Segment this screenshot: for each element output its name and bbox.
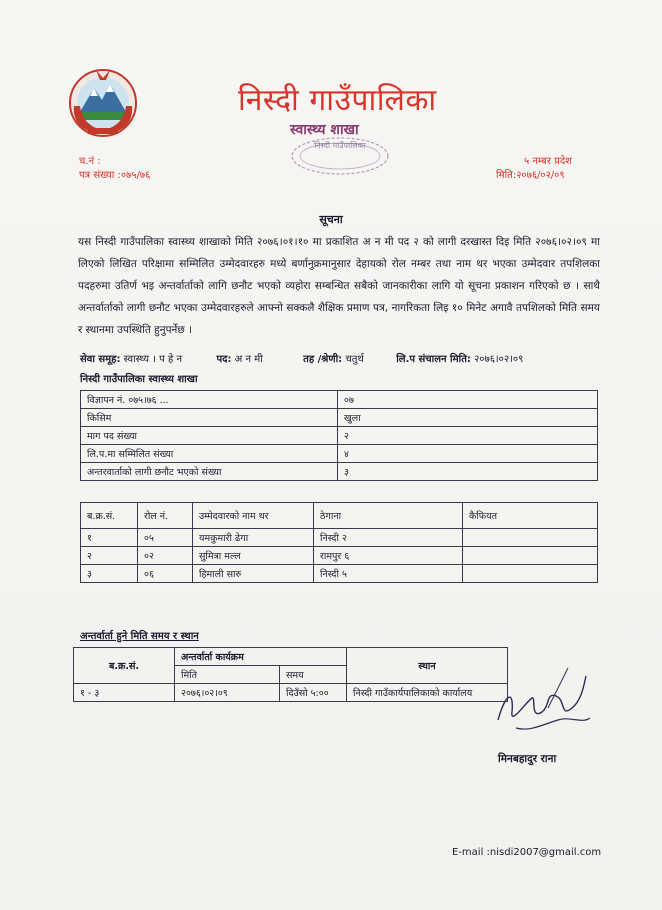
- info-table-row: [81, 445, 598, 463]
- info-label: किसिम: [81, 409, 338, 427]
- info-table-row: [81, 409, 598, 427]
- interview-col-program: अन्तर्वार्ता कार्यक्रम: [175, 648, 347, 666]
- col-sn: ब.क्र.सं.: [81, 503, 138, 529]
- ref-cha-number: च.नं :: [79, 156, 101, 167]
- interview-row: [74, 684, 508, 702]
- col-remarks: कैफियत: [463, 503, 598, 529]
- office-stamp: [282, 132, 402, 180]
- taha-label: तह /श्रेणी:: [303, 354, 343, 365]
- page-subtitle: स्वास्थ्य शाखा: [290, 122, 359, 138]
- interview-heading: अन्तर्वार्ता हुने मिति समय र स्थान: [80, 631, 199, 642]
- candidates-table: [80, 502, 598, 583]
- header-date: मिति:२०७६/०२/०९: [496, 170, 565, 181]
- info-value: खुला: [338, 409, 598, 427]
- table-cell: सुमित्रा मल्ल: [193, 547, 314, 565]
- seva-value: स्वास्थ्य । प हे न: [123, 354, 183, 365]
- table-cell: [463, 547, 598, 565]
- notice-paragraph: यस निस्दी गाउँपालिका स्वास्थ्य शाखाको मिति २०७६।०१।१० मा प्रकाशित अ न मी पद २ को लागी दरखास्त दिइ मिति २०७६।०२।०९ मा लिएको लिखित परिक्षामा सम्मिलित उम्मेदवारहरु मध्ये बर्णानुक्रमानुसार देहायको रोल नम्बर तथा नाम थर भएका उम्मेदवार तपशिलका पदहरुमा उतिर्ण भइ अन्तर्वार्ताको लागि छनौट भएको व्यहोरा सम्बन्धित सबैको जानकारीका लागि यो सूचना प्रकाशन गरिएको छ । साथै अन्तर्वार्ताको लागी छनौट भएका उम्मेदवारहरुले आफ्नो सक्कलै शैक्षिक प्रमाण पत्र, नागरिकता लिइ १० मिनेट अगावै तपशिलको मिति समय र स्थानमा उपस्थिति हुनुपर्नेछ ।: [78, 236, 600, 336]
- nepal-emblem-logo: [66, 66, 140, 140]
- info-label: विज्ञापन नं. ०७५।७६ ...: [81, 391, 338, 409]
- table-row: [81, 529, 598, 547]
- footer-email: E-mail :nisdi2007@gmail.com: [452, 847, 602, 858]
- table-cell: ०५: [138, 529, 193, 547]
- seva-label: सेवा समूह:: [80, 354, 121, 365]
- table-row: [81, 565, 598, 583]
- pad-label: पद:: [216, 354, 232, 365]
- info-label: लि.प.मा सम्मिलित संख्या: [81, 445, 338, 463]
- ref-patra-number: पत्र संख्या :०७५/७६: [79, 170, 151, 181]
- table-cell: ०२: [138, 547, 193, 565]
- page-title: निस्दी गाउँपालिका: [238, 83, 437, 118]
- table-cell: [463, 529, 598, 547]
- interview-table: [73, 647, 508, 702]
- table-cell: २: [81, 547, 138, 565]
- info-value: २: [338, 427, 598, 445]
- notice-heading: सूचना: [319, 213, 343, 226]
- pad-value: अ न मी: [234, 354, 263, 365]
- table-cell: निस्दी २: [314, 529, 463, 547]
- interview-time: दिउँसो ५:००: [280, 684, 347, 702]
- table-cell: यमकुमारी ढेगा: [193, 529, 314, 547]
- handwritten-signature: [486, 662, 596, 742]
- interview-col-date: मिति: [175, 666, 280, 684]
- interview-col-time: समय: [280, 666, 347, 684]
- col-name: उम्मेदवारको नाम थर: [193, 503, 314, 529]
- table-cell: १: [81, 529, 138, 547]
- info-table-row: [81, 427, 598, 445]
- table-cell: निस्दी ५: [314, 565, 463, 583]
- info-table: [80, 390, 598, 481]
- table-cell: [463, 565, 598, 583]
- office-label: निस्दी गाउँपालिका स्वास्थ्य शाखा: [80, 374, 198, 385]
- province-label: ५ नम्बर प्रदेश: [524, 156, 572, 167]
- col-roll: रोल नं.: [138, 503, 193, 529]
- stamp-text: निस्दी गाउँपालिका: [314, 141, 366, 150]
- candidates-header-row: [81, 503, 598, 529]
- interview-sn: १ - ३: [74, 684, 175, 702]
- table-cell: ३: [81, 565, 138, 583]
- interview-col-sn: ब.क्र.सं.: [74, 648, 175, 684]
- table-cell: ०६: [138, 565, 193, 583]
- info-value: ०७: [338, 391, 598, 409]
- table-cell: हिमाली सारु: [193, 565, 314, 583]
- signatory-name: मिनबहादुर राना: [498, 753, 557, 765]
- table-cell: रामपुर ६: [314, 547, 463, 565]
- info-label: माग पद संख्या: [81, 427, 338, 445]
- lipa-value: २०७६।०२।०९: [474, 354, 524, 365]
- interview-date: २०७६।०२।०९: [175, 684, 280, 702]
- col-address: ठेगाना: [314, 503, 463, 529]
- service-line: [80, 351, 523, 365]
- interview-place: निस्दी गाउँकार्यपालिकाको कार्यालय: [347, 684, 508, 702]
- info-value: ३: [338, 463, 598, 481]
- table-row: [81, 547, 598, 565]
- info-value: ४: [338, 445, 598, 463]
- info-label: अन्तरवार्ताको लागी छनौट भएको संख्या: [81, 463, 338, 481]
- taha-value: चतुर्थ: [345, 354, 364, 365]
- info-table-row: [81, 391, 598, 409]
- info-table-row: [81, 463, 598, 481]
- interview-col-place: स्थान: [347, 648, 508, 684]
- lipa-label: लि.प संचालन मिति:: [396, 354, 471, 365]
